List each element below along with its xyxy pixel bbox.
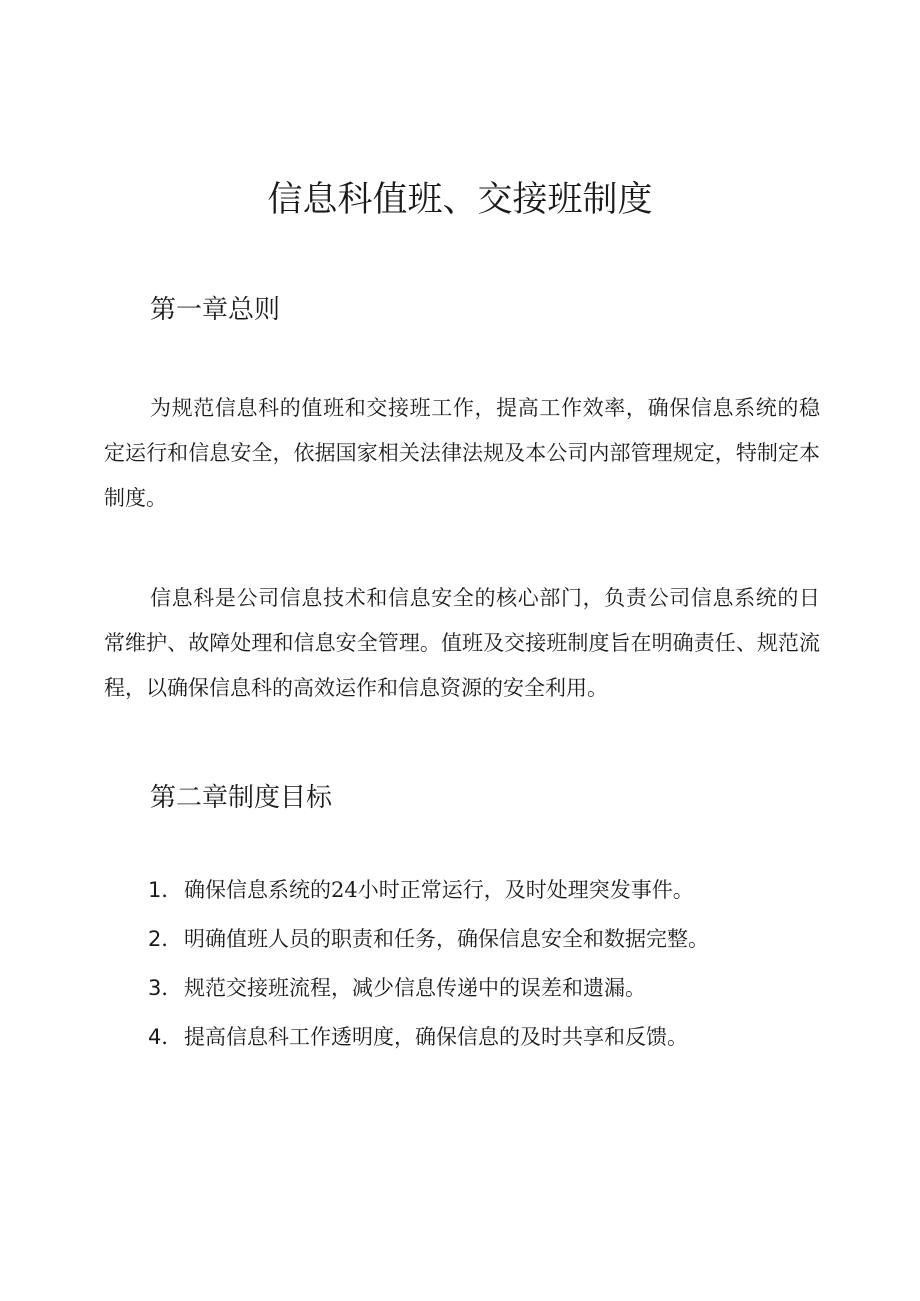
list-item-text: 提高信息科工作透明度，确保信息的及时共享和反馈。 <box>184 1025 688 1049</box>
document-title: 信息科值班、交接班制度 <box>267 180 653 220</box>
chapter-1-paragraph-2: 信息科是公司信息技术和信息安全的核心部门，负责公司信息系统的日常维护、故障处理和信息安全管理。值班及交接班制度旨在明确责任、规范流程，以确保信息科的高效运作和信息资源的安全利用。 <box>104 586 820 700</box>
list-item <box>148 968 709 1017</box>
goal-list <box>148 870 709 1066</box>
list-item <box>148 870 709 919</box>
list-item-text: 明确值班人员的职责和任务，确保信息安全和数据完整。 <box>184 927 709 951</box>
list-item <box>148 919 709 968</box>
list-item-text: 规范交接班流程，减少信息传递中的误差和遗漏。 <box>184 976 646 1000</box>
list-item-text: 确保信息系统的24小时正常运行，及时处理突发事件。 <box>184 878 694 902</box>
list-item <box>148 1017 709 1066</box>
chapter-2-heading: 第二章制度目标 <box>150 783 333 813</box>
list-item-number: 4． <box>148 1025 183 1049</box>
chapter-1-paragraph-1: 为规范信息科的值班和交接班工作，提高工作效率，确保信息系统的稳定运行和信息安全，依据国家相关法律法规及本公司内部管理规定，特制定本制度。 <box>104 396 820 510</box>
list-item-number: 1． <box>148 878 183 902</box>
list-item-number: 3． <box>148 976 183 1000</box>
list-item-number: 2． <box>148 927 183 951</box>
chapter-1-heading: 第一章总则 <box>150 295 281 325</box>
